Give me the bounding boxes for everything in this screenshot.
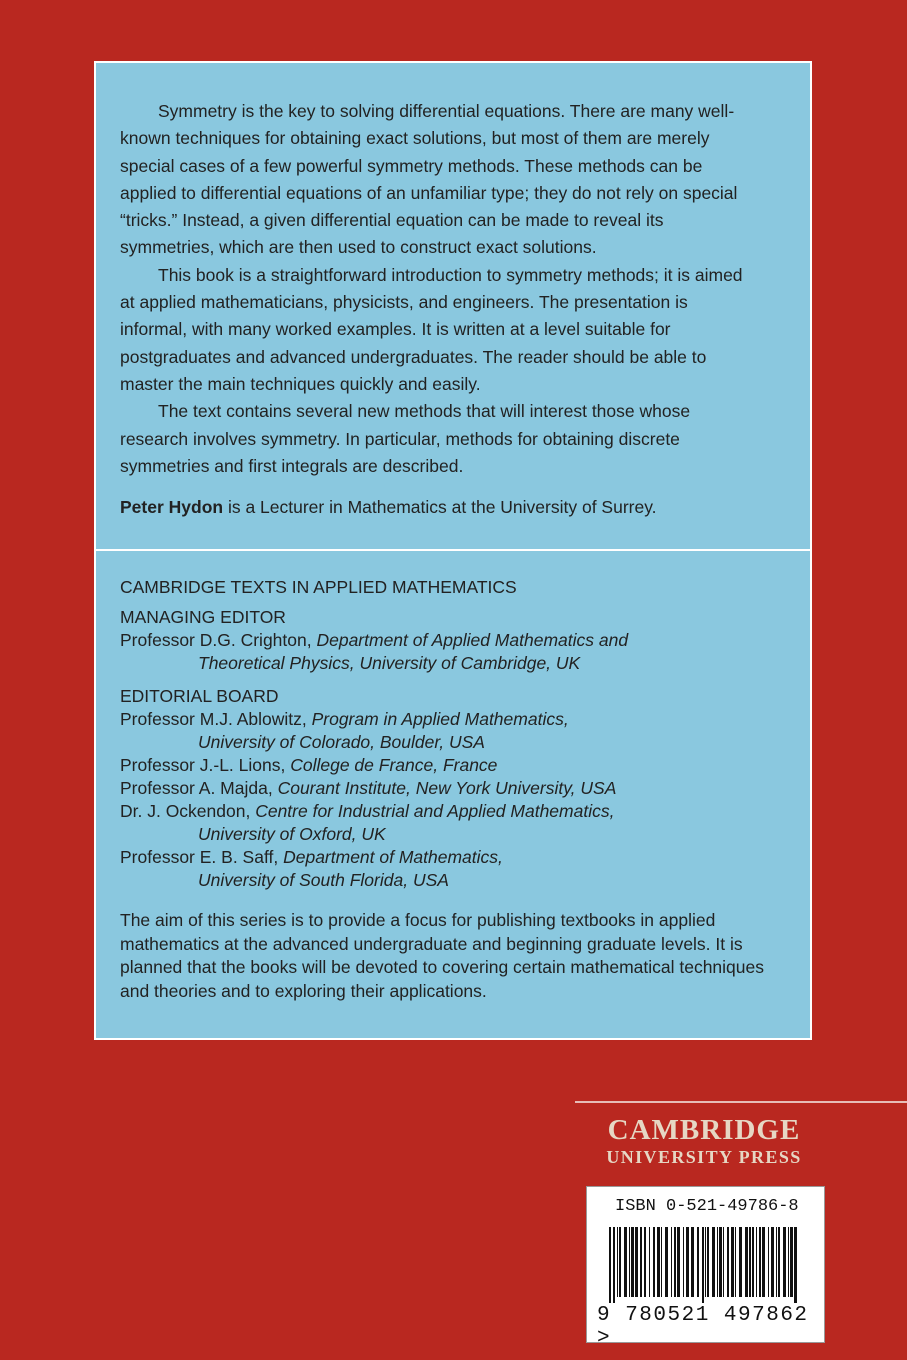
- managing-editor-affiliation: Department of Applied Mathematics and: [316, 630, 629, 650]
- managing-editor-entry: [120, 629, 780, 652]
- author-name: Peter Hydon: [120, 497, 224, 517]
- barcode-bar: [719, 1227, 722, 1297]
- barcode-bar: [661, 1227, 662, 1297]
- publisher-name-line2: UNIVERSITY PRESS: [606, 1147, 802, 1167]
- description-paragraph-3: The text contains several new methods that will interest those whose research involves symmetry. In particular, methods for obtaining discrete symmetries and first integrals are described.: [120, 401, 691, 476]
- barcode-bar: [712, 1227, 715, 1297]
- barcode-bar: [631, 1227, 634, 1297]
- barcode-bar: [617, 1227, 618, 1297]
- board-member-3: [120, 777, 780, 800]
- barcode-bar: [691, 1227, 694, 1297]
- barcode-bars: [597, 1227, 814, 1307]
- author-bio: [120, 495, 770, 519]
- barcode-bar: [705, 1227, 706, 1297]
- managing-editor-name: Professor D.G. Crighton,: [120, 630, 317, 650]
- board-member-name: Professor J.-L. Lions,: [120, 755, 291, 775]
- barcode-bar: [683, 1227, 684, 1297]
- barcode-bar: [731, 1227, 734, 1297]
- barcode-bar: [762, 1227, 765, 1297]
- barcode-bar: [665, 1227, 668, 1297]
- board-member-affiliation: Centre for Industrial and Applied Mathematics,: [255, 801, 615, 821]
- blurb-panel: [94, 61, 812, 1040]
- barcode-bar: [686, 1227, 689, 1297]
- barcode-bar: [756, 1227, 757, 1297]
- barcode-bar: [752, 1227, 754, 1297]
- author-bio-text: is a Lecturer in Mathematics at the University of Surrey.: [223, 497, 657, 517]
- board-member-affiliation-cont: University of South Florida, USA: [198, 870, 449, 890]
- publisher-logo: [580, 1113, 828, 1167]
- board-member-4: [120, 800, 780, 823]
- editorial-board-heading: EDITORIAL BOARD: [120, 686, 279, 706]
- panel-divider: [96, 549, 810, 551]
- managing-editor-affiliation-cont: Theoretical Physics, University of Cambridge, UK: [198, 653, 581, 673]
- managing-editor-heading: MANAGING EDITOR: [120, 607, 286, 627]
- board-member-affiliation: Department of Mathematics,: [283, 847, 503, 867]
- description-paragraph-2: This book is a straightforward introduction to symmetry methods; it is aimed at applied mathematicians, physicists, and engineers. The presentation is informal, with many worked examples. It is written at a level suitable for postgraduates and advanced undergraduates. The reader should be able to master the main techniques quickly and easily.: [120, 264, 743, 394]
- barcode-bar: [783, 1227, 786, 1297]
- barcode-bar: [697, 1227, 699, 1297]
- barcode-bar: [653, 1227, 655, 1297]
- barcode-digits: 9 780521 497862 >: [597, 1304, 809, 1350]
- barcode-bar: [768, 1227, 769, 1297]
- board-member-affiliation-cont: University of Oxford, UK: [198, 824, 386, 844]
- barcode-bar: [794, 1227, 797, 1303]
- isbn-number: ISBN 0-521-49786-8: [615, 1197, 799, 1216]
- barcode-bar: [707, 1227, 709, 1297]
- board-member-name: Professor A. Majda,: [120, 778, 278, 798]
- barcode-bar: [640, 1227, 642, 1297]
- barcode-bar: [776, 1227, 777, 1297]
- publisher-name-line1: CAMBRIDGE: [607, 1114, 801, 1146]
- barcode-bar: [735, 1227, 736, 1297]
- barcode-bar: [671, 1227, 672, 1297]
- barcode-bar: [778, 1227, 780, 1297]
- board-member-name: Professor M.J. Ablowitz,: [120, 709, 312, 729]
- barcode-bar: [624, 1227, 627, 1297]
- board-member-affiliation-cont: University of Colorado, Boulder, USA: [198, 732, 485, 752]
- barcode-bar: [609, 1227, 611, 1303]
- barcode-bar: [619, 1227, 621, 1297]
- board-member-name: Dr. J. Ockendon,: [120, 801, 256, 821]
- board-member-affiliation: Courant Institute, New York University, USA: [277, 778, 617, 798]
- barcode-bar: [613, 1227, 615, 1303]
- board-member-affiliation: Program in Applied Mathematics,: [311, 709, 569, 729]
- isbn-barcode: [586, 1186, 825, 1350]
- board-member-1: [120, 708, 780, 731]
- barcode-bar: [644, 1227, 646, 1297]
- book-description: [120, 98, 746, 480]
- series-info: [120, 576, 780, 892]
- barcode-bar: [739, 1227, 742, 1297]
- board-member-2: [120, 754, 780, 777]
- barcode-bar: [727, 1227, 729, 1297]
- barcode-bar: [759, 1227, 761, 1297]
- description-paragraph-1: Symmetry is the key to solving differential equations. There are many well-known techniques for obtaining exact solutions, but most of them are merely special cases of a few powerful symmetry methods. These methods can be applied to differential equations of an unfamiliar type; they do not rely on special “tricks.” Instead, a given differential equation can be made to reveal its symmetries, which are then used to construct exact solutions.: [120, 101, 738, 258]
- barcode-bar: [702, 1227, 704, 1303]
- publisher-rule: [575, 1101, 907, 1103]
- barcode-bar: [749, 1227, 751, 1297]
- board-member-affiliation: College de France, France: [290, 755, 498, 775]
- board-member-name: Professor E. B. Saff,: [120, 847, 284, 867]
- barcode-bar: [657, 1227, 660, 1297]
- barcode-bar: [674, 1227, 676, 1297]
- barcode-bar: [790, 1227, 793, 1297]
- barcode-bar: [723, 1227, 724, 1297]
- barcode-bar: [635, 1227, 638, 1297]
- barcode-bar: [771, 1227, 774, 1297]
- board-member-5: [120, 846, 780, 869]
- barcode-bar: [649, 1227, 650, 1297]
- series-title: CAMBRIDGE TEXTS IN APPLIED MATHEMATICS: [120, 577, 517, 597]
- series-aim: The aim of this series is to provide a focus for publishing textbooks in applied mathematics at the advanced undergraduate and beginning graduate levels. It is planned that the books will be devoted to covering certain mathematical techniques and theories and to exploring their applications.: [120, 910, 765, 1001]
- barcode-bar: [745, 1227, 748, 1297]
- barcode-bar: [788, 1227, 789, 1297]
- barcode-bar: [677, 1227, 680, 1297]
- barcode-bar: [629, 1227, 630, 1297]
- barcode-bar: [717, 1227, 718, 1297]
